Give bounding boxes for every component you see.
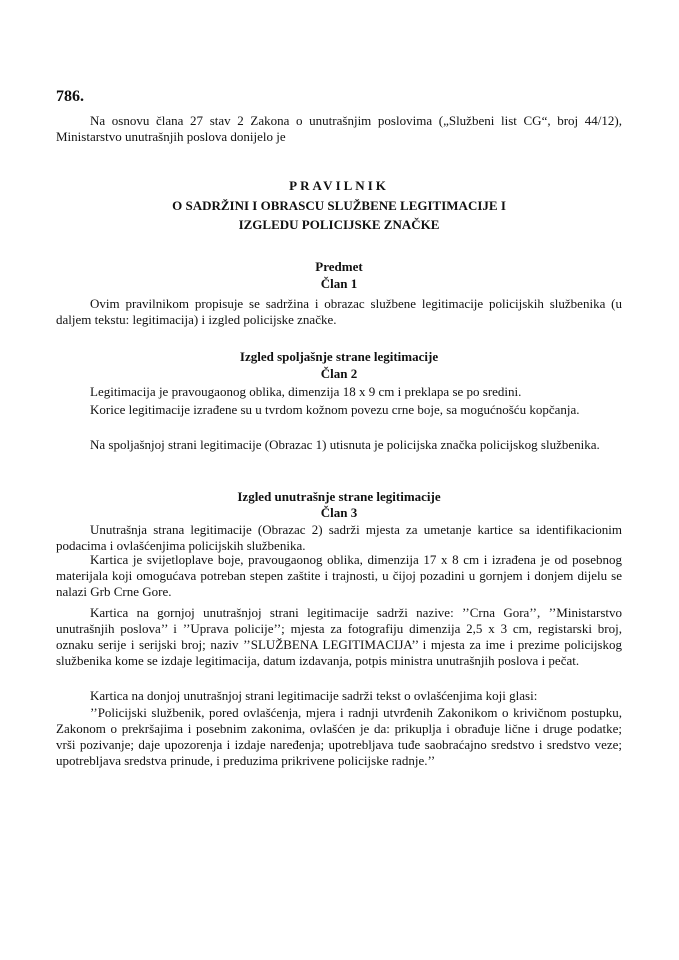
section-heading-outer-side: Izgled spoljašnje strane legitimacije <box>239 349 439 364</box>
article-1-paragraph: Ovim pravilnikom propisuje se sadržina i obrazac službene legitimacije policijskih službenika (u daljem tekstu: legitimacija) i izgled policijske značke. <box>56 296 622 327</box>
article-2-label: Član 2 <box>320 366 358 381</box>
document-subtitle-line-1: O SADRŽINI I OBRASCU SLUŽBENE LEGITIMACIJE I <box>172 198 506 213</box>
article-3-paragraph-1: Unutrašnja strana legitimacije (Obrazac 2) sadrži mjesta za umetanje kartice sa identifikacionim podacima i ovlašćenjima policijskih službenika. <box>56 522 622 553</box>
document-subtitle-line-2: IZGLEDU POLICIJSKE ZNAČKE <box>238 217 440 232</box>
section-heading-predmet: Predmet <box>315 259 363 274</box>
article-3-paragraph-5: ’’Policijski službenik, pored ovlašćenja, mjera i radnji utvrđenih Zakonikom o krivičnom postupku, Zakonom o prekršajima i posebnim zakonima, ovlašćen je da: prikuplja i obrađuje lične i druge podatke; vrši pozivanje; daje upozorenja i izdaje naređenja; upotrebljava tuđe saobraćajno sredstvo i sredstvo veze; upotrebljava sredstva prinude, i preduzima prikrivene policijske radnje.’’ <box>56 705 622 768</box>
article-3-paragraph-2: Kartica je svijetloplave boje, pravougaonog oblika, dimenzija 17 x 8 cm i izrađena je od posebnog materijala koji omogućava potreban stepen zaštite i trajnosti, u čijoj pozadini u gornjem i donjem dijelu se nalazi Grb Crne Gore. <box>56 552 622 599</box>
article-3-paragraph-3: Kartica na gornjoj unutrašnjoj strani legitimacije sadrži nazive: ’’Crna Gora’’, ’’Ministarstvo unutrašnjih poslova’’ i ’’Uprava policije’’; mjesta za fotografiju dimenzija 2,5 x 3 cm, registarski broj, oznaku serije i serijski broj; naziv ’’SLUŽBENA LEGITIMACIJA’’ i mjesta za ime i prezime policijskog službenika kome se izdaje legitimacija, datum izdavanja, potpis ministra unutrašnjih poslova i pečat. <box>56 605 622 668</box>
article-2-paragraph-2: Korice legitimacije izrađene su u tvrdom kožnom povezu crne boje, sa mogućnošću kopčanja. <box>90 402 580 417</box>
document-number: 786. <box>56 88 84 105</box>
section-heading-inner-side: Izgled unutrašnje strane legitimacije <box>237 489 441 504</box>
article-1-label: Član 1 <box>320 276 358 291</box>
article-3-label: Član 3 <box>320 505 358 520</box>
article-3-paragraph-4: Kartica na donjoj unutrašnjoj strani legitimacije sadrži tekst o ovlašćenjima koji glasi: <box>90 688 538 703</box>
article-2-paragraph-3: Na spoljašnjoj strani legitimacije (Obrazac 1) utisnuta je policijska značka policijskog službenika. <box>90 437 600 452</box>
document-title: PRAVILNIK <box>289 178 389 193</box>
intro-paragraph: Na osnovu člana 27 stav 2 Zakona o unutrašnjim poslovima („Službeni list CG“, broj 44/12), Ministarstvo unutrašnjih poslova donijelo je <box>56 113 622 144</box>
article-2-paragraph-1: Legitimacija je pravougaonog oblika, dimenzija 18 x 9 cm i preklapa se po sredini. <box>90 384 522 399</box>
